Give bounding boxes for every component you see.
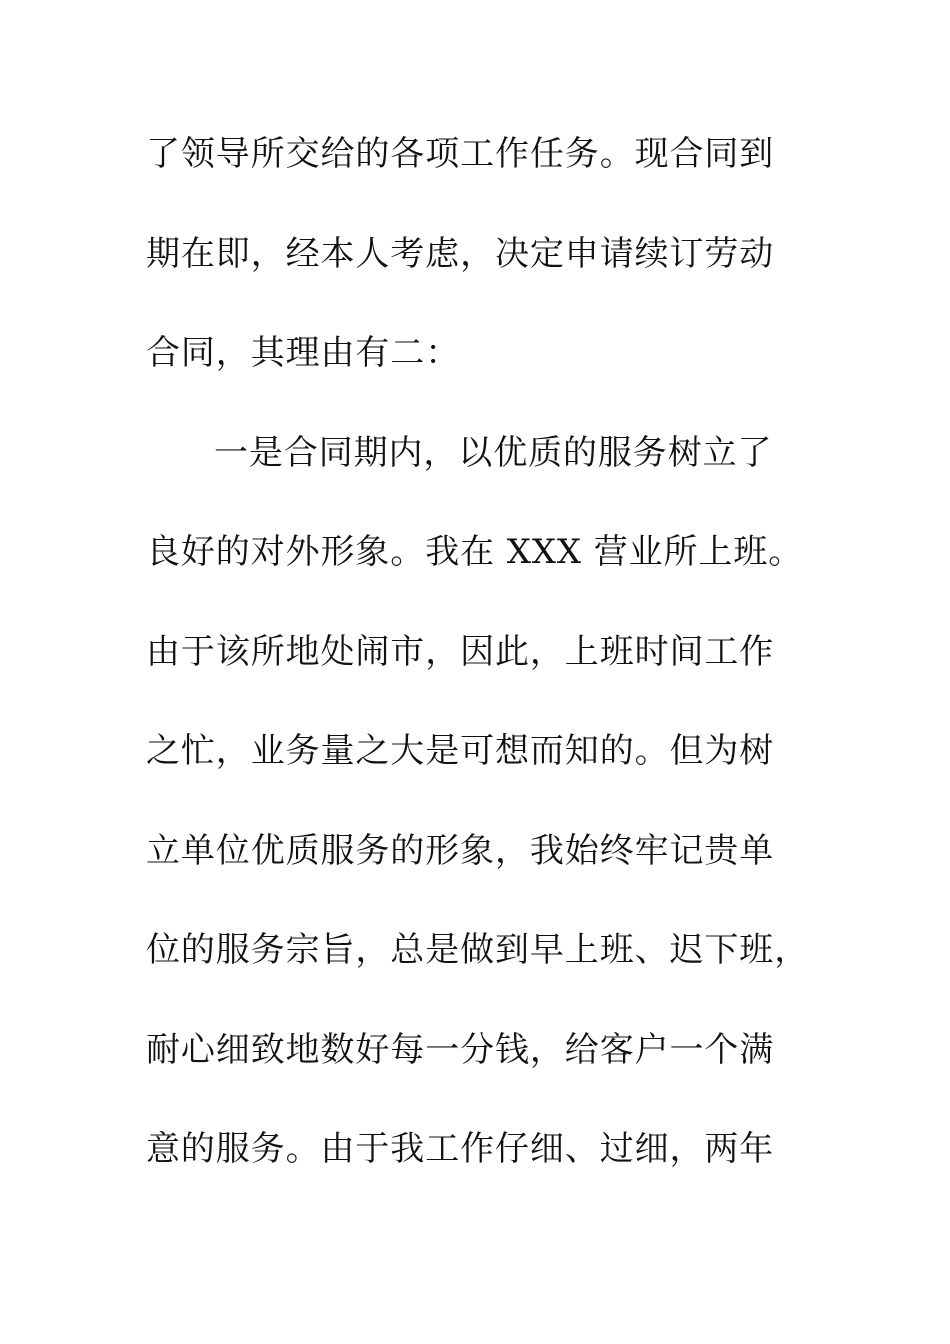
text-line: 意的服务。由于我工作仔细、过细，两年 [146,1129,775,1169]
text-line: 良好的对外形象。我在 XXX 营业所上班。 [146,532,804,572]
text-line: 了领导所交给的各项工作任务。现合同到 [146,134,775,174]
text-line: 之忙，业务量之大是可想而知的。但为树 [146,731,775,771]
text-line: 耐心细致地数好每一分钱，给客户一个满 [146,1029,775,1070]
text-line: 期在即，经本人考虑，决定申请续订劳动 [146,233,775,274]
text-line: 位的服务宗旨，总是做到早上班、迟下班， [146,930,810,970]
text-line: 立单位优质服务的形象，我始终牢记贵单 [146,830,775,871]
text-line: 合同，其理由有二： [146,333,461,373]
document-body [146,128,816,1223]
paragraph-first-line: 一是合同期内，以优质的服务树立了 [214,432,773,473]
text-line: 由于该所地处闹市，因此，上班时间工作 [146,631,775,672]
